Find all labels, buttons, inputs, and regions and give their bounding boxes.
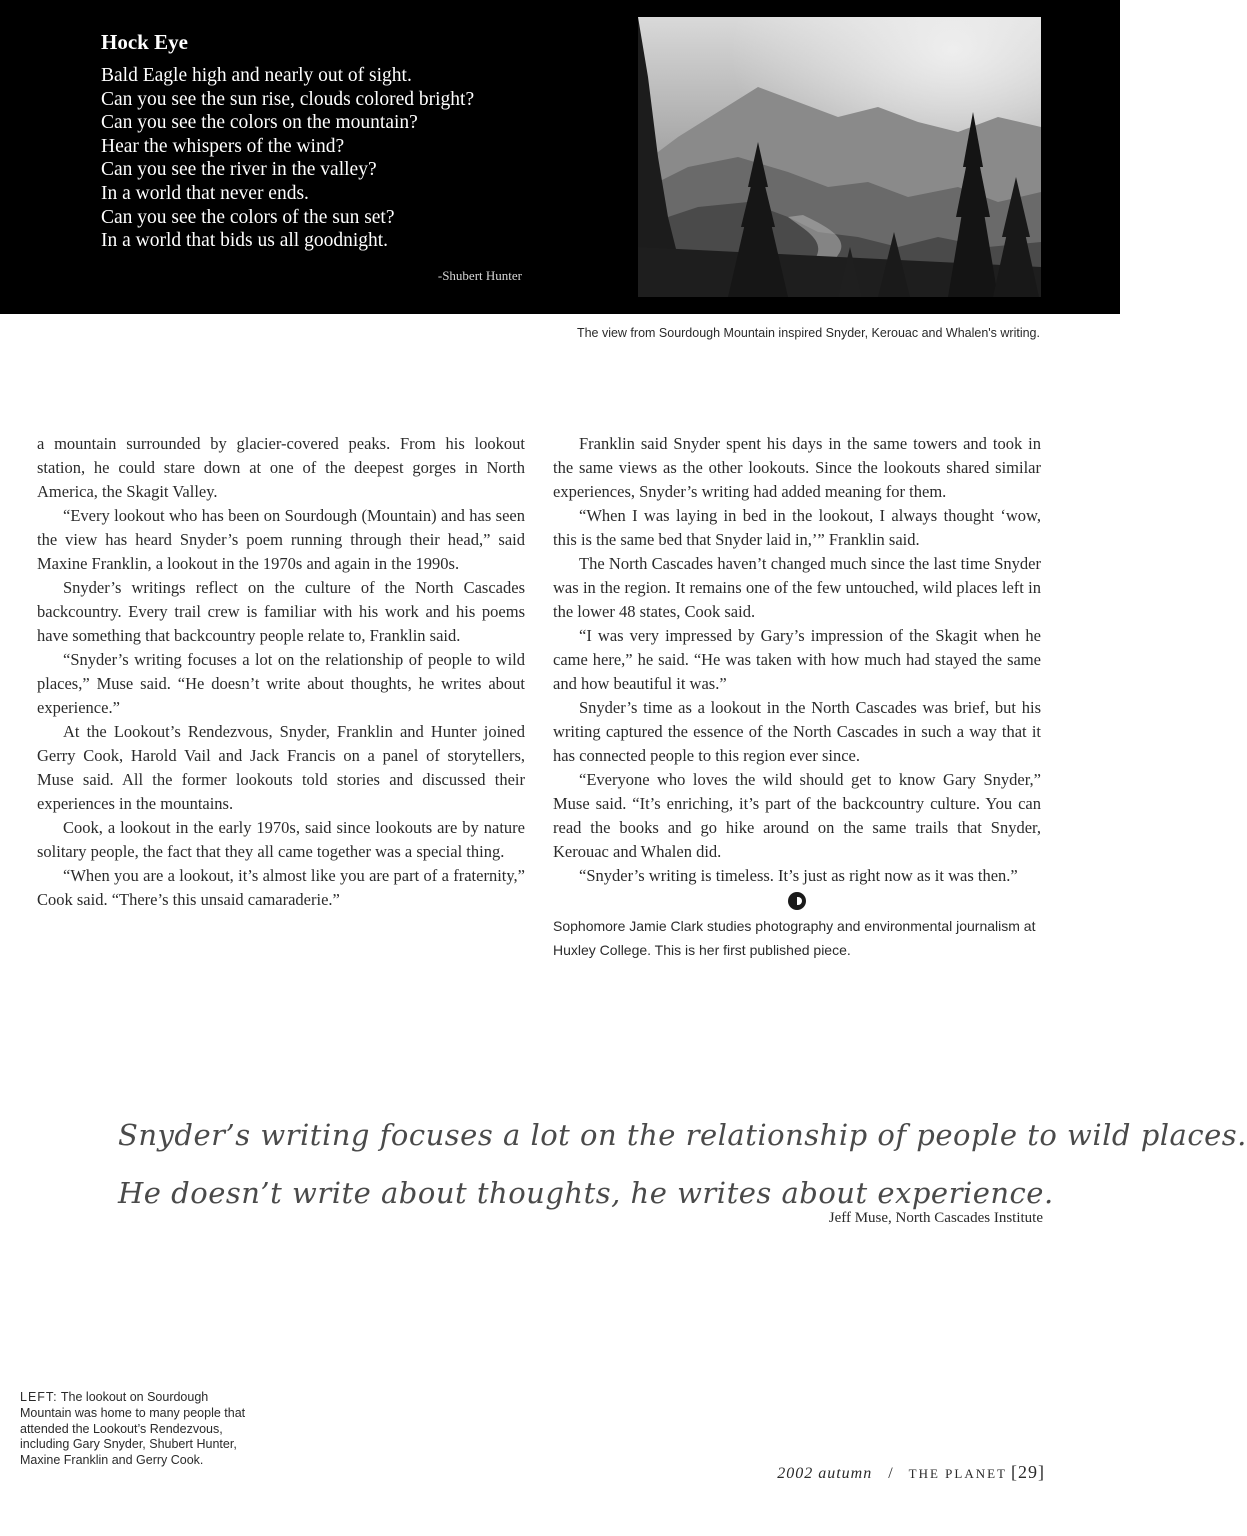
article-paragraph: “When you are a lookout, it’s almost like you are part of a fraternity,” Cook said. “There’s this unsaid camaraderie.” [37, 866, 525, 909]
poem-body [101, 64, 631, 253]
article-paragraph: “Snyder’s writing focuses a lot on the relationship of people to wild places,” Muse said. “He doesn’t write about thoughts, he writes about experience.” [37, 650, 525, 717]
magazine-name: THE PLANET [908, 1466, 1007, 1481]
author-bio: Sophomore Jamie Clark studies photography and environmental journalism at Huxley College. This is her first published piece. [553, 918, 1036, 958]
article-paragraph: Snyder’s time as a lookout in the North Cascades was brief, but his writing captured the essence of the North Cascades in such a way that it has connected people to this region ever since. [553, 698, 1041, 765]
folio-separator: / [888, 1465, 893, 1482]
poem-line: Can you see the colors on the mountain? [101, 112, 418, 134]
article-column-left [37, 432, 525, 912]
article-paragraph: a mountain surrounded by glacier-covered peaks. From his lookout station, he could stare down at one of the deepest gorges in North America, the Skagit Valley. [37, 434, 525, 501]
poem-author: -Shubert Hunter [437, 268, 522, 283]
article-paragraph: Franklin said Snyder spent his days in the same towers and took in the same views as the other lookouts. Since the lookouts shared similar experiences, Snyder’s writing had added meaning for them. [553, 434, 1041, 501]
article-column-right [553, 432, 1041, 962]
poem-banner [0, 0, 1120, 314]
photo-caption: The view from Sourdough Mountain inspired Snyder, Kerouac and Whalen's writing. [576, 326, 1040, 340]
caption-text: The lookout on Sourdough Mountain was home to many people that attended the Lookout’s Rendezvous, including Gary Snyder, Shubert Hunter, Maxine Franklin and Gerry Cook. [20, 1390, 246, 1468]
article-paragraph: “When I was laying in bed in the lookout, I always thought ‘wow, this is the same bed that Snyder laid in,’” Franklin said. [553, 506, 1041, 549]
article-paragraph: Snyder’s writings reflect on the culture of the North Cascades backcountry. Every trail crew is familiar with his work and his poems have something that backcountry people relate to, Franklin said. [37, 578, 525, 645]
caption-lead: LEFT: [20, 1390, 58, 1404]
poem-line: In a world that bids us all goodnight. [101, 230, 389, 252]
issue-date: 2002 autumn [777, 1465, 873, 1482]
pull-quote-line: He doesn’t write about thoughts, he writes about experience. [118, 1176, 1054, 1210]
pull-quote-line: Snyder’s writing focuses a lot on the relationship of people to wild places. [118, 1118, 1247, 1152]
article-paragraph: Cook, a lookout in the early 1970s, said since lookouts are by nature solitary people, the fact that they all came together was a special thing. [37, 818, 525, 861]
mountain-photo [638, 17, 1041, 297]
page-number: [29] [1011, 1462, 1045, 1482]
article-paragraph: “Snyder’s writing is timeless. It’s just as right now as it was then.” [579, 866, 1018, 885]
article-paragraph: “Everyone who loves the wild should get to know Gary Snyder,” Muse said. “It’s enriching, it’s part of the backcountry culture. You can read the books and go hike around on the same trails that Snyder, Kerouac and Whalen did. [553, 770, 1041, 861]
article-paragraph: “Every lookout who has been on Sourdough (Mountain) and has seen the view has heard Snyder’s poem running through their head,” said Maxine Franklin, a lookout in the 1970s and again in the 1990s. [37, 506, 525, 573]
pull-quote-attribution: Jeff Muse, North Cascades Institute [828, 1210, 1043, 1226]
poem-title: Hock Eye [101, 30, 188, 54]
end-mark-icon [788, 892, 806, 910]
poem-line: In a world that never ends. [101, 182, 309, 204]
poem-line: Can you see the sun rise, clouds colored bright? [101, 88, 475, 110]
article-paragraph: “I was very impressed by Gary’s impression of the Skagit when he came here,” he said. “He was taken with how much had stayed the same and how beautiful it was.” [553, 626, 1041, 693]
poem-line: Can you see the colors of the sun set? [101, 206, 395, 228]
article-paragraph: At the Lookout’s Rendezvous, Snyder, Franklin and Hunter joined Gerry Cook, Harold Vail and Jack Francis on a panel of storytellers, Muse said. All the former lookouts told stories and discussed their experiences in the mountains. [37, 722, 525, 813]
pull-quote [118, 1106, 1247, 1222]
left-page-caption [20, 1390, 260, 1469]
article-paragraph: The North Cascades haven’t changed much since the last time Snyder was in the region. It remains one of the few untouched, wild places left in the lower 48 states, Cook said. [553, 554, 1041, 621]
page-footer [640, 1462, 1045, 1483]
poem-line: Can you see the river in the valley? [101, 159, 377, 181]
poem-line: Bald Eagle high and nearly out of sight. [101, 65, 412, 86]
poem-line: Hear the whispers of the wind? [101, 135, 345, 157]
